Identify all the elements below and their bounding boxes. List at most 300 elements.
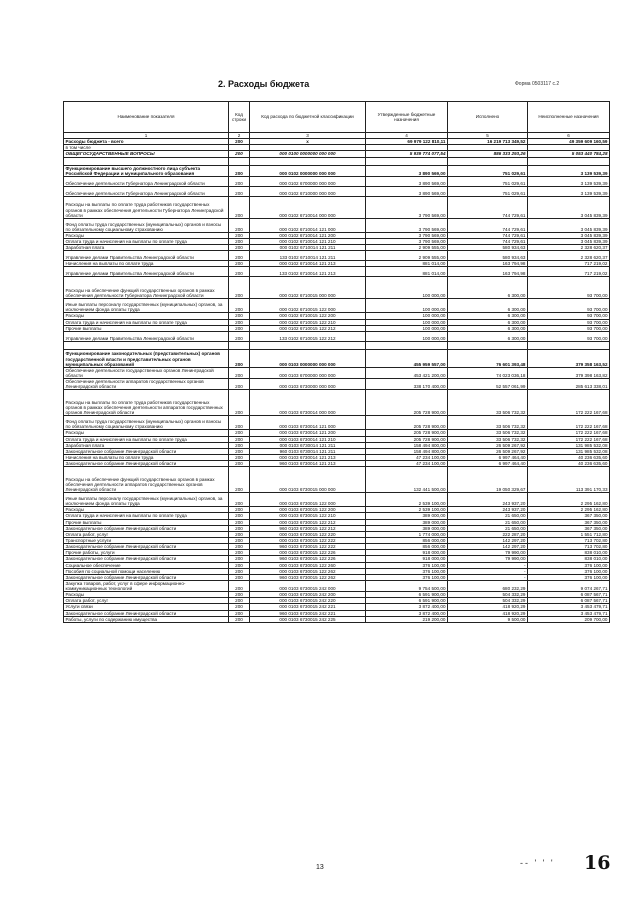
row-name-cell: Оплата труда и начисления на выплаты по оплате труда [64, 436, 229, 442]
row-unexecuted-cell: 3 453 479,71 [528, 604, 610, 610]
row-line-code-cell: 200 [229, 556, 250, 562]
row-line-code-cell: 200 [229, 574, 250, 580]
row-budget-code-cell: 000 0103 6730015 242 221 [250, 604, 366, 610]
row-name-cell: Управление делами Правительства Ленинградской области [64, 251, 229, 261]
table-row [64, 331, 610, 341]
row-executed-cell: 580 934,63 [448, 251, 528, 261]
row-line-code-cell: 200 [229, 467, 250, 493]
row-line-code-cell: 200 [229, 186, 250, 196]
row-name-cell: Расходы на обеспечение функций государственных органов в рамках обеспечения деятельности Губернатора Ленинградской области [64, 277, 229, 299]
row-unexecuted-cell: 713 702,80 [528, 544, 610, 550]
row-line-code-cell: 200 [229, 436, 250, 442]
row-line-code-cell: 200 [229, 592, 250, 598]
row-budget-code-cell: 000 0102 6710014 000 000 [250, 196, 366, 218]
row-executed-cell: 222 287,20 [448, 531, 528, 537]
row-approved-cell: 376 100,00 [366, 574, 448, 580]
row-budget-code-cell: 000 0103 6730015 122 200 [250, 507, 366, 513]
row-budget-code-cell: 133 0102 6710014 121 213 [250, 267, 366, 277]
row-approved-cell: 47 234 100,00 [366, 461, 448, 467]
row-unexecuted-cell: 2 328 620,37 [528, 251, 610, 261]
row-unexecuted-cell: 285 613 338,01 [528, 379, 610, 390]
row-budget-code-cell: 000 0102 6710015 122 200 [250, 313, 366, 319]
row-approved-cell: 69 979 122 810,11 [366, 139, 448, 145]
table-row [64, 176, 610, 186]
row-name-cell: Расходы на обеспечение функций государственных органов в рамках обеспечения деятельности аппаратов государственных органов Ленинградской области [64, 467, 229, 493]
row-line-code-cell: 200 [229, 313, 250, 319]
row-line-code-cell: 200 [229, 165, 250, 176]
row-budget-code-cell: 000 0103 6730014 121 211 [250, 442, 366, 448]
row-name-cell: Начисления на выплаты по оплате труда [64, 261, 229, 267]
row-name-cell: Пособия по социальной помощи населению [64, 568, 229, 574]
row-name-cell: Оплата труда и начисления на выплаты по оплате труда [64, 513, 229, 519]
row-approved-cell: 376 100,00 [366, 562, 448, 568]
row-line-code-cell: 200 [229, 550, 250, 556]
row-unexecuted-cell: 838 010,00 [528, 550, 610, 556]
row-line-code-cell: 200 [229, 261, 250, 267]
row-approved-cell: 856 000,00 [366, 544, 448, 550]
row-line-code-cell: 200 [229, 251, 250, 261]
row-line-code-cell: 200 [229, 448, 250, 454]
row-name-cell: Расходы на выплаты по оплате труда работников государственных органов в рамках обеспечения деятельности аппаратов государственных органов Ленинградской области [64, 390, 229, 416]
row-budget-code-cell: 960 0103 6730015 122 262 [250, 574, 366, 580]
row-line-code-cell: 200 [229, 525, 250, 531]
row-approved-cell: 376 100,00 [366, 568, 448, 574]
row-unexecuted-cell: 93 700,00 [528, 277, 610, 299]
row-approved-cell: 881 014,00 [366, 261, 448, 267]
row-budget-code-cell: 000 0103 6730015 122 212 [250, 519, 366, 525]
table-row [64, 186, 610, 196]
row-unexecuted-cell: 367 350,00 [528, 513, 610, 519]
row-line-code-cell: 200 [229, 598, 250, 604]
row-line-code-cell: 200 [229, 531, 250, 537]
row-budget-code-cell: 000 0103 6730014 121 000 [250, 416, 366, 430]
row-executed-cell: 751 029,61 [448, 165, 528, 176]
row-name-cell: Оплата работ, услуг [64, 531, 229, 537]
row-name-cell: ОБЩЕГОСУДАРСТВЕННЫЕ ВОПРОСЫ [64, 151, 229, 157]
row-executed-cell: 744 729,61 [448, 196, 528, 218]
table-row [64, 390, 610, 416]
row-executed-cell: 142 297,20 [448, 544, 528, 550]
row-unexecuted-cell: 713 702,80 [528, 537, 610, 543]
row-executed-cell: 26 509 267,92 [448, 442, 528, 448]
row-executed-cell: 744 729,61 [448, 232, 528, 238]
row-unexecuted-cell: 9 074 267,71 [528, 580, 610, 591]
row-budget-code-cell: 960 0103 6730014 121 211 [250, 448, 366, 454]
row-line-code-cell: 200 [229, 349, 250, 367]
row-executed-cell: 16 219 713 349,52 [448, 139, 528, 145]
row-executed-cell: 163 794,98 [448, 261, 528, 267]
row-budget-code-cell: 960 0103 6730015 122 222 [250, 544, 366, 550]
row-unexecuted-cell: 3 139 539,39 [528, 186, 610, 196]
row-executed-cell: 418 920,29 [448, 610, 528, 616]
row-unexecuted-cell: 367 350,00 [528, 525, 610, 531]
row-line-code-cell: 200 [229, 513, 250, 519]
row-line-code-cell [229, 341, 250, 349]
col-header-name: Наименование показателя [64, 102, 229, 133]
row-executed-cell: - [448, 574, 528, 580]
row-executed-cell: 6 300,00 [448, 319, 528, 325]
col-number: 5 [448, 133, 528, 139]
row-unexecuted-cell: 93 700,00 [528, 331, 610, 341]
row-name-cell: Законодательное собрание Ленинградской области [64, 574, 229, 580]
table-row [64, 267, 610, 277]
row-name-cell: Социальное обеспечение [64, 562, 229, 568]
row-name-cell: Законодательное собрание Ленинградской области [64, 525, 229, 531]
row-approved-cell: 158 494 800,00 [366, 448, 448, 454]
row-executed-cell: 19 050 329,67 [448, 467, 528, 493]
row-budget-code-cell: 000 0102 6700000 000 000 [250, 176, 366, 186]
row-unexecuted-cell: 93 700,00 [528, 299, 610, 313]
row-name-cell: Законодательное собрание Ленинградской области [64, 448, 229, 454]
row-unexecuted-cell: 3 139 539,39 [528, 165, 610, 176]
row-unexecuted-cell: 717 219,02 [528, 261, 610, 267]
row-approved-cell: 100 000,00 [366, 277, 448, 299]
row-line-code-cell: 200 [229, 151, 250, 157]
row-budget-code-cell: 133 0102 6710014 121 211 [250, 251, 366, 261]
row-name-cell: Иные выплаты персоналу государственных (муниципальных) органов, за исключением фонда оплаты труда [64, 493, 229, 507]
table-row [64, 299, 610, 313]
row-budget-code-cell: 000 0103 6730015 122 226 [250, 550, 366, 556]
table-row [64, 165, 610, 176]
row-line-code-cell: 200 [229, 379, 250, 390]
row-budget-code-cell: 960 0103 6730015 242 221 [250, 610, 366, 616]
row-approved-cell: 389 000,00 [366, 519, 448, 525]
row-unexecuted-cell [528, 341, 610, 349]
row-unexecuted-cell: 5 053 440 784,28 [528, 151, 610, 157]
row-budget-code-cell: 000 0103 6730015 242 220 [250, 598, 366, 604]
row-executed-cell: 21 650,00 [448, 519, 528, 525]
row-name-cell: Оплата труда и начисления на выплаты по оплате труда [64, 319, 229, 325]
row-name-cell: Расходы [64, 313, 229, 319]
row-approved-cell: 338 170 400,00 [366, 379, 448, 390]
row-executed-cell: 751 029,61 [448, 186, 528, 196]
row-executed-cell: 6 997 464,40 [448, 454, 528, 460]
row-executed-cell: 580 934,63 [448, 245, 528, 251]
col-number: 4 [366, 133, 448, 139]
row-budget-code-cell: 000 0103 6730015 122 210 [250, 513, 366, 519]
row-name-cell: Обеспечение деятельности Губернатора Ленинградской области [64, 186, 229, 196]
row-line-code-cell: 200 [229, 493, 250, 507]
row-approved-cell: 856 000,00 [366, 537, 448, 543]
row-approved-cell: 6 591 900,00 [366, 598, 448, 604]
row-approved-cell: 100 000,00 [366, 299, 448, 313]
row-unexecuted-cell: 93 700,00 [528, 319, 610, 325]
row-unexecuted-cell: 3 045 839,39 [528, 232, 610, 238]
row-budget-code-cell: 000 0102 6710015 122 210 [250, 319, 366, 325]
row-approved-cell: 2 539 100,00 [366, 493, 448, 507]
row-approved-cell: 100 000,00 [366, 319, 448, 325]
row-line-code-cell: 200 [229, 454, 250, 460]
row-unexecuted-cell: 2 295 162,80 [528, 493, 610, 507]
row-line-code-cell: 200 [229, 610, 250, 616]
scan-marks: -- ' ' ' [520, 858, 555, 868]
row-executed-cell: 886 333 293,26 [448, 151, 528, 157]
row-line-code-cell: 200 [229, 319, 250, 325]
row-approved-cell: 455 959 557,00 [366, 349, 448, 367]
row-approved-cell: 6 591 900,00 [366, 592, 448, 598]
sheet-stamp: 16 [584, 852, 611, 874]
row-unexecuted-cell: 376 100,00 [528, 562, 610, 568]
row-unexecuted-cell: 3 139 539,39 [528, 176, 610, 186]
row-name-cell: Заработная плата [64, 442, 229, 448]
table-row [64, 367, 610, 378]
row-unexecuted-cell: 172 222 167,68 [528, 416, 610, 430]
row-executed-cell: 26 509 267,92 [448, 448, 528, 454]
row-executed-cell: 79 990,00 [448, 550, 528, 556]
row-name-cell: Фонд оплаты труда государственных (муниципальных) органов и взносы по обязательному социальному страхованию [64, 416, 229, 430]
row-line-code-cell: 200 [229, 537, 250, 543]
row-approved-cell: 918 000,00 [366, 550, 448, 556]
row-executed-cell: 504 332,29 [448, 598, 528, 604]
table-row [64, 379, 610, 390]
row-executed-cell: 33 506 732,32 [448, 390, 528, 416]
row-executed-cell: 6 300,00 [448, 313, 528, 319]
row-name-cell: Законодательное собрание Ленинградской области [64, 461, 229, 467]
table-row [64, 467, 610, 493]
row-line-code-cell [229, 157, 250, 165]
row-approved-cell: 5 939 774 077,54 [366, 151, 448, 157]
col-number: 3 [250, 133, 366, 139]
row-budget-code-cell: 000 0103 6730015 122 000 [250, 493, 366, 507]
row-unexecuted-cell: 3 045 839,39 [528, 218, 610, 232]
row-approved-cell: 205 728 900,00 [366, 430, 448, 436]
table-row [64, 277, 610, 299]
row-unexecuted-cell: 172 222 167,68 [528, 430, 610, 436]
row-unexecuted-cell: 3 045 839,39 [528, 238, 610, 244]
row-unexecuted-cell: 376 100,00 [528, 568, 610, 574]
row-line-code-cell: 200 [229, 299, 250, 313]
row-unexecuted-cell [528, 157, 610, 165]
row-line-code-cell: 200 [229, 218, 250, 232]
row-approved-cell: 3 890 569,00 [366, 186, 448, 196]
row-approved-cell: 3 890 569,00 [366, 165, 448, 176]
row-executed-cell: 6 300,00 [448, 331, 528, 341]
table-row [64, 251, 610, 261]
row-line-code-cell: 200 [229, 544, 250, 550]
row-approved-cell: 3 790 569,00 [366, 238, 448, 244]
row-unexecuted-cell: 172 222 167,68 [528, 390, 610, 416]
row-approved-cell: 3 790 569,00 [366, 218, 448, 232]
row-line-code-cell: 200 [229, 331, 250, 341]
row-executed-cell: 52 557 061,99 [448, 379, 528, 390]
row-approved-cell: 881 014,00 [366, 267, 448, 277]
col-header-executed: Исполнено [448, 102, 528, 133]
row-budget-code-cell: 960 0103 6730015 122 226 [250, 556, 366, 562]
row-unexecuted-cell: 6 087 567,71 [528, 598, 610, 604]
row-name-cell: в том числе [64, 145, 229, 151]
row-budget-code-cell: 960 0103 6730015 122 212 [250, 525, 366, 531]
row-approved-cell [366, 341, 448, 349]
row-line-code-cell: 200 [229, 580, 250, 591]
row-executed-cell: 33 506 732,32 [448, 436, 528, 442]
row-approved-cell: 389 000,00 [366, 525, 448, 531]
row-executed-cell: 243 937,20 [448, 493, 528, 507]
row-approved-cell: 2 909 555,00 [366, 245, 448, 251]
row-executed-cell: 33 506 732,32 [448, 416, 528, 430]
row-budget-code-cell: 000 0103 6730015 000 000 [250, 467, 366, 493]
row-executed-cell: 163 794,98 [448, 267, 528, 277]
row-approved-cell [366, 157, 448, 165]
row-executed-cell: 21 650,00 [448, 513, 528, 519]
row-name-cell: Обеспечение деятельности Губернатора Ленинградской области [64, 176, 229, 186]
col-header-approved: Утвержденные бюджетные назначения [366, 102, 448, 133]
row-executed-cell: 418 920,29 [448, 604, 528, 610]
row-budget-code-cell: 000 0103 0000000 000 000 [250, 349, 366, 367]
row-unexecuted-cell: 376 100,00 [528, 574, 610, 580]
row-executed-cell: 76 601 393,48 [448, 349, 528, 367]
row-name-cell: Функционирование законодательных (представительных) органов государственной власти и представительных органов муниципальных образований [64, 349, 229, 367]
row-name-cell [64, 341, 229, 349]
row-unexecuted-cell: 367 350,00 [528, 519, 610, 525]
row-unexecuted-cell: 40 236 635,60 [528, 461, 610, 467]
row-approved-cell: 100 000,00 [366, 325, 448, 331]
row-budget-code-cell: 000 0102 6710014 121 211 [250, 245, 366, 251]
expenses-table [63, 101, 610, 623]
row-name-cell: Расходы бюджета - всего [64, 139, 229, 145]
row-executed-cell: 504 332,29 [448, 592, 528, 598]
row-budget-code-cell: 000 0103 6730015 242 225 [250, 616, 366, 622]
row-line-code-cell: 200 [229, 232, 250, 238]
row-approved-cell: 2 539 100,00 [366, 507, 448, 513]
row-line-code-cell: 200 [229, 196, 250, 218]
row-unexecuted-cell: 1 551 712,80 [528, 531, 610, 537]
row-budget-code-cell: 000 0102 0000000 000 000 [250, 165, 366, 176]
row-name-cell: Иные выплаты персоналу государственных (муниципальных) органов, за исключением фонда оплаты труда [64, 299, 229, 313]
row-name-cell: Услуги связи [64, 604, 229, 610]
row-line-code-cell: 200 [229, 442, 250, 448]
row-line-code-cell: 200 [229, 507, 250, 513]
row-approved-cell: 100 000,00 [366, 313, 448, 319]
row-executed-cell: 6 300,00 [448, 299, 528, 313]
row-unexecuted-cell: 49 359 609 160,59 [528, 139, 610, 145]
report-title: 2. Расходы бюджета [218, 79, 310, 89]
row-unexecuted-cell: 838 010,00 [528, 556, 610, 562]
row-approved-cell: 132 441 500,00 [366, 467, 448, 493]
row-name-cell: Фонд оплаты труда государственных (муниципальных) органов и взносы по обязательному социальному страхованию [64, 218, 229, 232]
row-name-cell: Управление делами Правительства Ленинградской области [64, 267, 229, 277]
row-budget-code-cell: 000 0103 6730015 242 000 [250, 580, 366, 591]
row-budget-code-cell: 000 0103 6730014 121 200 [250, 430, 366, 436]
row-name-cell: Законодательное собрание Ленинградской области [64, 610, 229, 616]
row-line-code-cell: 200 [229, 568, 250, 574]
table-row [64, 341, 610, 349]
col-header-budget-code: Код расхода по бюджетной классификации [250, 102, 366, 133]
row-executed-cell: 79 990,00 [448, 556, 528, 562]
row-unexecuted-cell: 131 985 532,08 [528, 448, 610, 454]
row-unexecuted-cell: 2 328 620,37 [528, 245, 610, 251]
row-name-cell: Расходы на выплаты по оплате труда работников государственных органов в рамках обеспечения деятельности Губернатора Ленинградской области [64, 196, 229, 218]
row-approved-cell: 100 000,00 [366, 331, 448, 341]
row-approved-cell: 3 890 569,00 [366, 176, 448, 186]
row-executed-cell: 142 297,20 [448, 537, 528, 543]
row-budget-code-cell: 000 0103 6730015 122 262 [250, 568, 366, 574]
col-number: 1 [64, 133, 229, 139]
row-line-code-cell: 200 [229, 245, 250, 251]
row-executed-cell: 74 023 036,18 [448, 367, 528, 378]
row-budget-code-cell: 000 0103 6730015 242 200 [250, 592, 366, 598]
col-header-line-code: Код строки [229, 102, 250, 133]
row-approved-cell: 3 790 569,00 [366, 232, 448, 238]
row-line-code-cell: 200 [229, 277, 250, 299]
row-executed-cell: 744 729,61 [448, 218, 528, 232]
row-name-cell: Закупка товаров, работ, услуг в сфере информационно-коммуникационных технологий [64, 580, 229, 591]
row-line-code-cell: 200 [229, 139, 250, 145]
table-row [64, 349, 610, 367]
row-approved-cell: 219 200,00 [366, 616, 448, 622]
row-budget-code-cell: 000 0102 6710014 121 210 [250, 238, 366, 244]
row-budget-code-cell: 960 0103 6730014 121 213 [250, 461, 366, 467]
row-approved-cell: 9 754 500,00 [366, 580, 448, 591]
table-row [64, 416, 610, 430]
row-name-cell: Управление делами Правительства Ленинградской области [64, 331, 229, 341]
row-unexecuted-cell: 172 222 167,68 [528, 436, 610, 442]
row-executed-cell: 744 729,61 [448, 238, 528, 244]
row-approved-cell: 389 000,00 [366, 513, 448, 519]
table-row [64, 616, 610, 622]
row-approved-cell: 158 494 800,00 [366, 442, 448, 448]
row-name-cell: Прочие выплаты [64, 519, 229, 525]
row-name-cell: Заработная плата [64, 245, 229, 251]
row-budget-code-cell: 000 0102 6710000 000 000 [250, 186, 366, 196]
row-line-code-cell: 200 [229, 238, 250, 244]
row-unexecuted-cell: 379 398 163,82 [528, 367, 610, 378]
row-budget-code-cell: 000 0103 6730015 122 260 [250, 562, 366, 568]
row-unexecuted-cell: 2 295 162,80 [528, 507, 610, 513]
row-approved-cell: 2 909 555,00 [366, 251, 448, 261]
row-approved-cell: 3 872 400,00 [366, 604, 448, 610]
row-budget-code-cell: 000 0103 6730015 122 222 [250, 537, 366, 543]
row-name-cell: Расходы [64, 592, 229, 598]
row-budget-code-cell: 133 0102 6710015 122 212 [250, 331, 366, 341]
row-name-cell: Прочие выплаты [64, 325, 229, 331]
row-budget-code-cell: 000 0102 6710015 122 000 [250, 299, 366, 313]
row-line-code-cell: 200 [229, 430, 250, 436]
row-executed-cell: - [448, 562, 528, 568]
row-executed-cell: 33 506 732,32 [448, 430, 528, 436]
table-row [64, 218, 610, 232]
row-executed-cell: 6 300,00 [448, 277, 528, 299]
row-line-code-cell: 200 [229, 461, 250, 467]
row-budget-code-cell [250, 157, 366, 165]
row-budget-code-cell: 000 0103 6730014 000 000 [250, 390, 366, 416]
row-executed-cell: 6 997 464,40 [448, 461, 528, 467]
table-row [64, 493, 610, 507]
row-executed-cell: 21 650,00 [448, 525, 528, 531]
row-name-cell: Расходы [64, 232, 229, 238]
row-unexecuted-cell: 93 700,00 [528, 325, 610, 331]
row-approved-cell: 3 790 569,00 [366, 196, 448, 218]
row-budget-code-cell: 000 0100 0000000 000 000 [250, 151, 366, 157]
table-row [64, 157, 610, 165]
row-line-code-cell: 200 [229, 604, 250, 610]
row-approved-cell: 453 421 200,00 [366, 367, 448, 378]
row-budget-code-cell: 000 0102 6710014 121 213 [250, 261, 366, 267]
row-line-code-cell: 200 [229, 416, 250, 430]
row-budget-code-cell: x [250, 139, 366, 145]
row-approved-cell: 205 728 900,00 [366, 390, 448, 416]
row-executed-cell [448, 341, 528, 349]
col-number: 6 [528, 133, 610, 139]
row-executed-cell: - [448, 568, 528, 574]
row-budget-code-cell: 000 0102 6710015 000 000 [250, 277, 366, 299]
row-line-code-cell: 200 [229, 367, 250, 378]
row-approved-cell: 1 774 000,00 [366, 531, 448, 537]
row-line-code-cell: 200 [229, 267, 250, 277]
row-name-cell: Расходы [64, 507, 229, 513]
row-name-cell: Обеспечение деятельности аппаратов государственных органов Ленинградской области [64, 379, 229, 390]
row-budget-code-cell: 000 0103 6730014 121 213 [250, 454, 366, 460]
row-unexecuted-cell: 209 700,00 [528, 616, 610, 622]
